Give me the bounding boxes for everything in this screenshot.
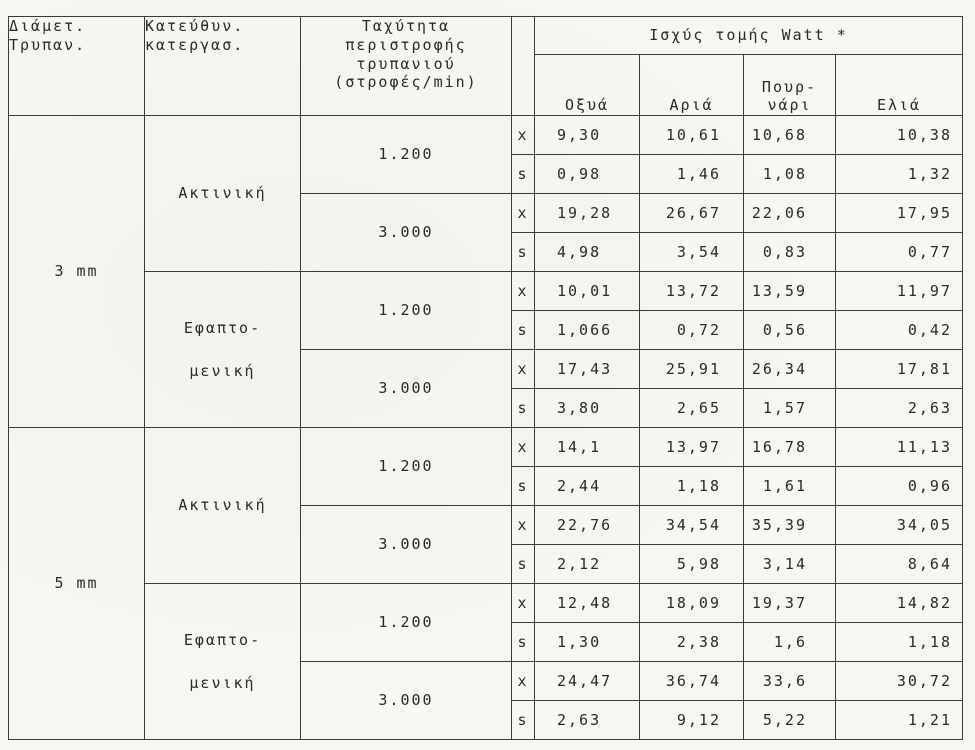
value-cell: 9,12 [640,701,744,740]
speed-cell: 1.200 [301,428,512,506]
value-cell: 11,97 [836,272,963,311]
table-row [9,584,963,623]
diameter-cell: 3 mm [9,116,145,428]
value-cell: 14,82 [836,584,963,623]
value-cell: 1,066 [535,311,640,350]
value-cell: 1,30 [535,623,640,662]
header-speed: Ταχύτητα περιστροφής τρυπανιού (στροφές/min) [301,17,512,116]
value-cell: 1,6 [744,623,836,662]
value-cell: 5,22 [744,701,836,740]
header-wood-aria: Αριά [640,55,744,116]
stat-cell: x [512,506,535,545]
stat-cell: s [512,389,535,428]
value-cell: 0,98 [535,155,640,194]
value-cell: 24,47 [535,662,640,701]
value-cell: 16,78 [744,428,836,467]
value-cell: 26,67 [640,194,744,233]
value-cell: 2,12 [535,545,640,584]
value-cell: 12,48 [535,584,640,623]
stat-cell: s [512,155,535,194]
value-cell: 17,43 [535,350,640,389]
stat-cell: x [512,662,535,701]
value-cell: 5,98 [640,545,744,584]
value-cell: 34,54 [640,506,744,545]
value-cell: 1,46 [640,155,744,194]
value-cell: 13,97 [640,428,744,467]
header-direction: Κατεύθυν. κατεργασ. [145,17,301,116]
stat-cell: x [512,428,535,467]
value-cell: 2,65 [640,389,744,428]
header-diameter: Διάμετ. Τρυπαν. [9,17,145,116]
value-cell: 13,72 [640,272,744,311]
stat-cell: x [512,350,535,389]
direction-cell: Ακτινική [145,428,301,584]
direction-cell: Εφαπτο- μενική [145,272,301,428]
value-cell: 0,77 [836,233,963,272]
speed-cell: 3.000 [301,350,512,428]
value-cell: 19,37 [744,584,836,623]
value-cell: 9,30 [535,116,640,155]
value-cell: 26,34 [744,350,836,389]
value-cell: 18,09 [640,584,744,623]
value-cell: 2,63 [836,389,963,428]
value-cell: 8,64 [836,545,963,584]
value-cell: 10,68 [744,116,836,155]
direction-cell: Ακτινική [145,116,301,272]
direction-cell: Εφαπτο- μενική [145,584,301,740]
stat-cell: x [512,194,535,233]
value-cell: 3,14 [744,545,836,584]
diameter-cell: 5 mm [9,428,145,740]
stat-cell: x [512,116,535,155]
value-cell: 4,98 [535,233,640,272]
table-row [9,272,963,311]
value-cell: 0,42 [836,311,963,350]
speed-cell: 1.200 [301,116,512,194]
value-cell: 1,08 [744,155,836,194]
value-cell: 13,59 [744,272,836,311]
value-cell: 1,61 [744,467,836,506]
value-cell: 30,72 [836,662,963,701]
value-cell: 10,38 [836,116,963,155]
value-cell: 19,28 [535,194,640,233]
value-cell: 1,21 [836,701,963,740]
value-cell: 14,1 [535,428,640,467]
value-cell: 0,56 [744,311,836,350]
header-wood-pournari: Πουρ- νάρι [744,55,836,116]
value-cell: 22,06 [744,194,836,233]
value-cell: 2,63 [535,701,640,740]
stat-cell: x [512,584,535,623]
value-cell: 22,76 [535,506,640,545]
value-cell: 1,18 [836,623,963,662]
value-cell: 0,72 [640,311,744,350]
speed-cell: 1.200 [301,272,512,350]
value-cell: 2,44 [535,467,640,506]
value-cell: 35,39 [744,506,836,545]
value-cell: 2,38 [640,623,744,662]
speed-cell: 3.000 [301,506,512,584]
value-cell: 0,83 [744,233,836,272]
table-row [9,428,963,467]
value-cell: 1,18 [640,467,744,506]
stat-cell: s [512,311,535,350]
stat-cell: s [512,623,535,662]
value-cell: 17,81 [836,350,963,389]
stat-cell: s [512,701,535,740]
header-stat-column [512,17,535,116]
stat-cell: x [512,272,535,311]
value-cell: 11,13 [836,428,963,467]
header-wood-oxya: Οξυά [535,55,640,116]
stat-cell: s [512,233,535,272]
cutting-power-table [8,16,963,740]
value-cell: 17,95 [836,194,963,233]
stat-cell: s [512,467,535,506]
value-cell: 25,91 [640,350,744,389]
value-cell: 1,57 [744,389,836,428]
value-cell: 34,05 [836,506,963,545]
header-wood-elia: Ελιά [836,55,963,116]
speed-cell: 3.000 [301,662,512,740]
value-cell: 10,61 [640,116,744,155]
value-cell: 10,01 [535,272,640,311]
value-cell: 1,32 [836,155,963,194]
header-cutting-power: Ισχύς τομής Watt * [535,17,963,55]
value-cell: 36,74 [640,662,744,701]
speed-cell: 3.000 [301,194,512,272]
stat-cell: s [512,545,535,584]
value-cell: 3,54 [640,233,744,272]
value-cell: 0,96 [836,467,963,506]
table-row [9,116,963,155]
speed-cell: 1.200 [301,584,512,662]
value-cell: 33,6 [744,662,836,701]
value-cell: 3,80 [535,389,640,428]
